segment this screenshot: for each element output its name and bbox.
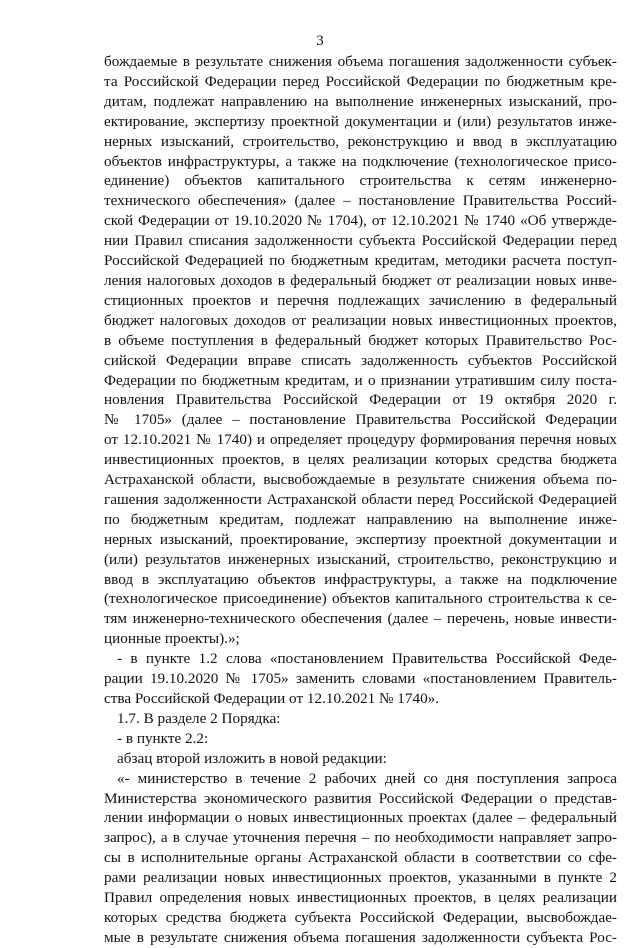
text-line: инвестиционных проектов, в целях реализации которых средства бюджета — [104, 451, 617, 469]
text-line: «- министерство в течение 2 рабочих дней со дня поступления запроса — [117, 769, 617, 787]
text-line: которых средства бюджета субъекта Российской Федерации, высвобождае- — [104, 908, 617, 926]
text-line: ства Российской Федерации от 12.10.2021 № 1740». — [104, 690, 440, 707]
text-line: технического обеспечения» (далее – постановление Правительства Россий- — [104, 192, 617, 210]
text-line: сы в исполнительные органы Астраханской области в соответствии со сфе- — [104, 849, 617, 867]
text-line: мые в результате снижения объема погашения задолженности субъекта Рос- — [104, 928, 617, 946]
text-line: рами реализации новых инвестиционных проектов, указанными в пункте 2 — [104, 869, 617, 887]
text-line: тям инженерно-технического обеспечения (далее – перечень, новые инвести- — [104, 610, 617, 628]
page-number: 3 — [316, 33, 324, 49]
document-body — [104, 52, 617, 948]
text-line: Правил определения новых инвестиционных проектов, в целях реализации — [104, 889, 617, 907]
text-line: ления налоговых доходов в федеральный бюджет от реализации новых инве- — [104, 271, 617, 289]
text-line: стиционных проектов и перечня подлежащих зачислению в федеральный — [104, 291, 617, 309]
text-line: рации 19.10.2020 № 1705» заменить словами «постановлением Правитель- — [104, 670, 617, 688]
text-line: объектов инфраструктуры, а также на подключение (технологическое присо- — [104, 152, 617, 170]
text-line: дитам, подлежат направлению на выполнение инженерных изысканий, про- — [104, 92, 617, 110]
text-line: запрос), а в случае уточнения перечня – по необходимости направляет запро- — [104, 829, 617, 847]
text-line: по бюджетным кредитам, подлежат направлению на выполнение инже- — [104, 510, 617, 528]
text-line: Министерства экономического развития Российской Федерации о представ- — [104, 789, 617, 807]
text-line: новления Правительства Российской Федерации от 19 октября 2020 г. — [104, 391, 617, 409]
text-line: нерных изысканий, проектирование, экспертизу проектной документации и — [104, 530, 617, 548]
text-line: та Российской Федерации перед Российской Федерации по бюджетным кре- — [104, 72, 617, 90]
text-line: гашения задолженности Астраханской области перед Российской Федерацией — [104, 490, 617, 508]
text-line: (технологическое присоединение) объектов капитального строительства к се- — [104, 590, 617, 608]
text-line: бюджет налоговых доходов от реализации новых инвестиционных проектов, — [104, 311, 617, 329]
text-line: ционные проекты).»; — [104, 630, 240, 648]
text-line: сийской Федерации вправе списать задолженность субъектов Российской — [104, 351, 617, 369]
text-line: единение) объектов капитального строительства к сетям инженерно- — [104, 172, 617, 190]
text-line: Федерации по бюджетным кредитам, и о признании утратившим силу поста- — [104, 371, 617, 389]
text-line: ектирование, экспертизу проектной документации и (или) результатов инже- — [104, 112, 617, 130]
text-line: от 12.10.2021 № 1740) и определяет процедуру формирования перечня новых — [104, 431, 617, 449]
text-line: Российской Федерацией по бюджетным кредитам, методики расчета поступ- — [104, 252, 617, 270]
text-line: нерных изысканий, строительство, реконструкцию и ввод в эксплуатацию — [104, 132, 617, 150]
text-line: (или) результатов инженерных изысканий, строительство, реконструкцию и — [104, 550, 617, 568]
text-line: - в пункте 1.2 слова «постановлением Правительства Российской Феде- — [117, 650, 617, 668]
text-line: бождаемые в результате снижения объема погашения задолженности субъек- — [104, 53, 617, 70]
text-line: № 1705» (далее – постановление Правительства Российской Федерации — [104, 411, 617, 429]
text-line: абзац второй изложить в новой редакции: — [117, 749, 387, 767]
text-line: 1.7. В разделе 2 Порядка: — [117, 709, 281, 727]
text-line: нии Правил списания задолженности субъекта Российской Федерации перед — [104, 232, 617, 250]
text-line: лении информации о новых инвестиционных проектах (далее – федеральный — [104, 809, 617, 827]
text-line: ской Федерации от 19.10.2020 № 1704), от 12.10.2021 № 1740 «Об утвержде- — [104, 212, 617, 230]
text-line: Астраханской области, высвобождаемые в результате снижения объема по- — [104, 471, 617, 489]
text-line: - в пункте 2.2: — [117, 729, 209, 747]
text-line: ввод в эксплуатацию объектов инфраструктуры, а также на подключение — [104, 570, 617, 588]
text-line: в объеме поступления в федеральный бюджет которых Правительство Рос- — [104, 331, 617, 349]
